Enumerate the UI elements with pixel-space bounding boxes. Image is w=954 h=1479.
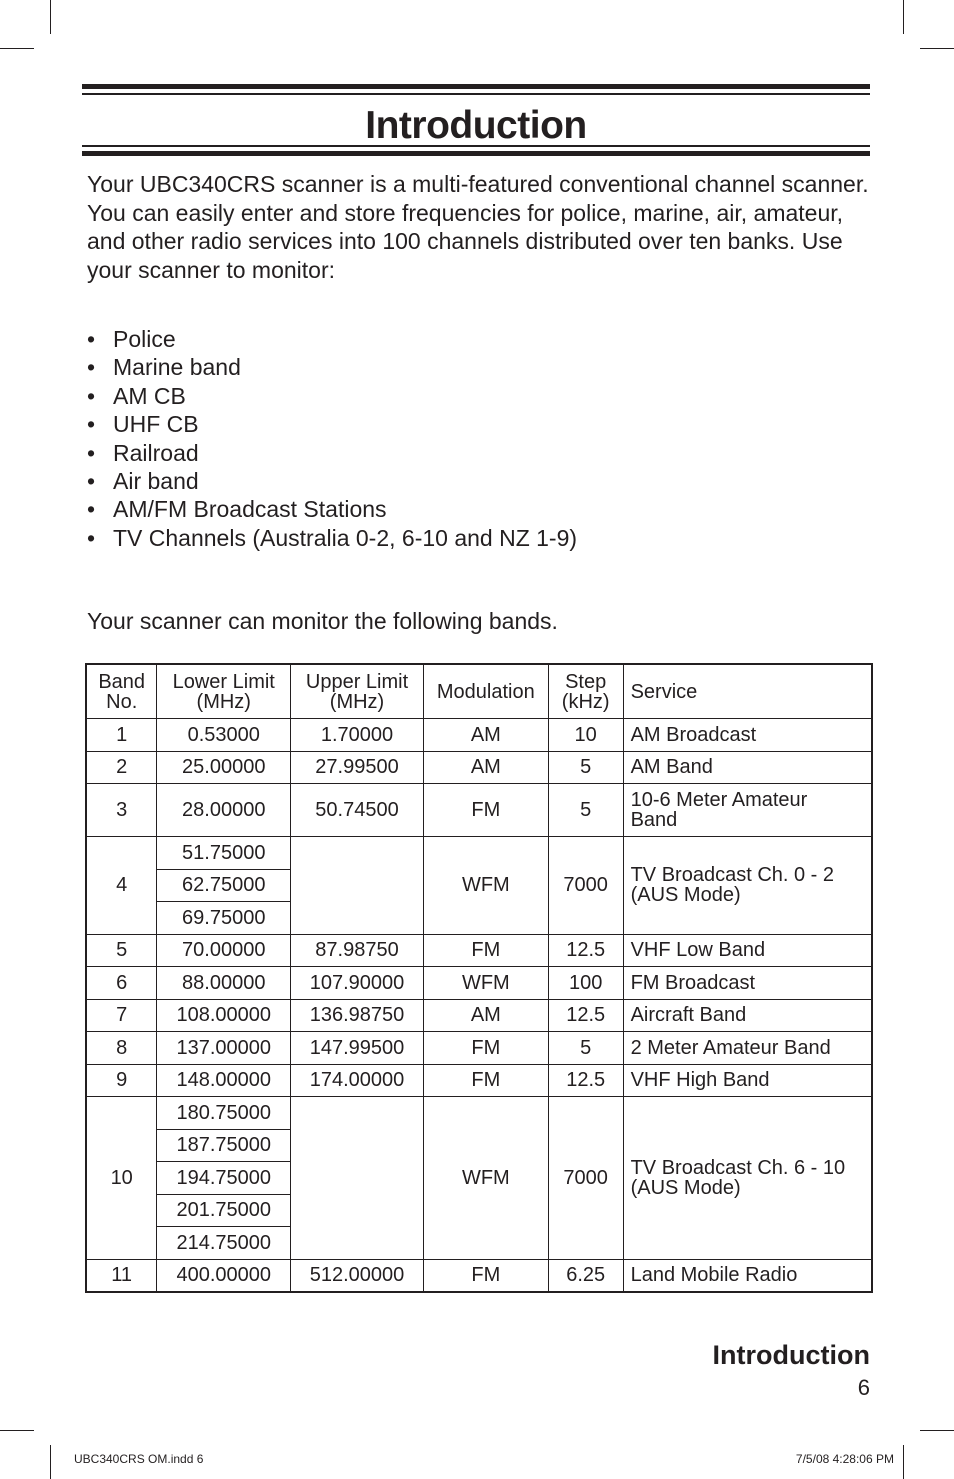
cell-upper: 512.00000 [291,1259,424,1292]
list-item [87,524,577,552]
cell-step: 5 [548,751,623,784]
list-item-label: Railroad [113,439,199,466]
list-item-label: Air band [113,468,199,495]
crop-mark [0,1430,34,1431]
crop-mark [920,1430,954,1431]
cell-step: 12.5 [548,934,623,967]
cell-lower: 400.00000 [157,1259,291,1292]
crop-mark [0,48,34,49]
cell-modulation: AM [423,751,548,784]
cell-band: 9 [86,1064,157,1097]
list-item [87,325,577,353]
bands-lead-text: Your scanner can monitor the following bands. [87,608,558,634]
cell-modulation: WFM [423,837,548,935]
cell-modulation: FM [423,1064,548,1097]
header-lower-limit: Lower Limit (MHz) [157,664,291,719]
cell-upper: 87.98750 [291,934,424,967]
cell-lower: 51.75000 [157,837,291,870]
list-item-label: Marine band [113,354,241,381]
bullet-icon: • [87,524,96,551]
cell-service: AM Broadcast [623,719,872,752]
cell-modulation: FM [423,1032,548,1065]
cell-band: 8 [86,1032,157,1065]
cell-service: TV Broadcast Ch. 0 - 2 (AUS Mode) [623,837,872,935]
cell-lower: 180.75000 [157,1097,291,1130]
table-row [86,934,872,967]
bullet-icon: • [87,354,96,381]
crop-mark [903,1445,904,1479]
list-item [87,439,577,467]
cell-modulation: AM [423,719,548,752]
cell-lower: 214.75000 [157,1227,291,1260]
cell-step: 10 [548,719,623,752]
cell-lower: 25.00000 [157,751,291,784]
cell-modulation: WFM [423,1097,548,1260]
cell-band: 6 [86,967,157,1000]
cell-lower: 108.00000 [157,999,291,1032]
cell-service: 10-6 Meter Amateur Band [623,784,872,837]
print-slug-timestamp: 7/5/08 4:28:06 PM [795,1452,894,1466]
page-number: 6 [857,1375,870,1400]
cell-band: 5 [86,934,157,967]
crop-mark [920,48,954,49]
cell-upper: 50.74500 [291,784,424,837]
cell-modulation: AM [423,999,548,1032]
cell-service: 2 Meter Amateur Band [623,1032,872,1065]
table-row [86,1097,872,1130]
table-row [86,1032,872,1065]
list-item-label: Police [113,326,176,352]
cell-lower: 69.75000 [157,902,291,935]
cell-service: FM Broadcast [623,967,872,1000]
title-rule-top [82,84,870,89]
list-item-label: AM/FM Broadcast Stations [113,496,387,523]
table-row [86,719,872,752]
cell-step: 12.5 [548,1064,623,1097]
cell-step: 5 [548,784,623,837]
intro-paragraph: Your UBC340CRS scanner is a multi-featured conventional channel scanner. You can easily enter and store frequencies for police, marine, air, amateur, and other radio services into 100 channels distributed over ten banks. Use your scanner to monitor: [87,171,869,283]
list-item-label: UHF CB [113,411,199,438]
bullet-icon: • [87,411,96,438]
cell-step: 12.5 [548,999,623,1032]
cell-service: VHF High Band [623,1064,872,1097]
cell-lower: 0.53000 [157,719,291,752]
page-title: Introduction [365,104,587,147]
table-header-row [86,664,872,719]
crop-mark [50,0,51,34]
cell-upper [291,837,424,935]
list-item-label: AM CB [113,382,186,409]
cell-step: 5 [548,1032,623,1065]
cell-lower: 70.00000 [157,934,291,967]
cell-service: Land Mobile Radio [623,1259,872,1292]
cell-modulation: WFM [423,967,548,1000]
cell-lower: 201.75000 [157,1194,291,1227]
bands-table [85,663,873,1293]
header-step: Step (kHz) [548,664,623,719]
cell-lower: 62.75000 [157,869,291,902]
cell-lower: 194.75000 [157,1162,291,1195]
cell-upper: 1.70000 [291,719,424,752]
cell-upper: 136.98750 [291,999,424,1032]
cell-band: 3 [86,784,157,837]
list-item [87,467,577,495]
cell-upper: 147.99500 [291,1032,424,1065]
cell-upper: 27.99500 [291,751,424,784]
cell-band: 7 [86,999,157,1032]
header-service: Service [623,664,872,719]
list-item [87,410,577,438]
table-row [86,999,872,1032]
cell-modulation: FM [423,934,548,967]
cell-service: Aircraft Band [623,999,872,1032]
print-slug-file: UBC340CRS OM.indd 6 [74,1452,204,1466]
cell-step: 100 [548,967,623,1000]
cell-band: 11 [86,1259,157,1292]
list-item [87,353,577,381]
footer-section-title: Introduction [712,1340,870,1370]
title-rule-top-thin [82,93,870,95]
list-item-label: TV Channels (Australia 0-2, 6-10 and NZ 1-9) [113,524,578,551]
bullet-icon: • [87,496,96,523]
cell-modulation: FM [423,1259,548,1292]
cell-upper: 107.90000 [291,967,424,1000]
list-item [87,382,577,410]
table-row [86,967,872,1000]
cell-service: AM Band [623,751,872,784]
table-row [86,1064,872,1097]
service-list [87,325,577,552]
cell-step: 6.25 [548,1259,623,1292]
cell-band: 2 [86,751,157,784]
cell-service: TV Broadcast Ch. 6 - 10 (AUS Mode) [623,1097,872,1260]
bullet-icon: • [87,382,96,409]
table-row [86,1259,872,1292]
cell-service: VHF Low Band [623,934,872,967]
crop-mark [50,1445,51,1479]
table-row [86,751,872,784]
cell-lower: 187.75000 [157,1129,291,1162]
cell-band: 4 [86,837,157,935]
cell-band: 1 [86,719,157,752]
cell-upper: 174.00000 [291,1064,424,1097]
cell-modulation: FM [423,784,548,837]
list-item [87,495,577,523]
table-row [86,784,872,837]
header-upper-limit: Upper Limit (MHz) [291,664,424,719]
cell-lower: 137.00000 [157,1032,291,1065]
cell-lower: 28.00000 [157,784,291,837]
bullet-icon: • [87,439,96,466]
crop-mark [903,0,904,34]
cell-band: 10 [86,1097,157,1260]
bullet-icon: • [87,326,96,352]
cell-lower: 88.00000 [157,967,291,1000]
cell-step: 7000 [548,837,623,935]
cell-lower: 148.00000 [157,1064,291,1097]
header-band-no: Band No. [86,664,157,719]
header-modulation: Modulation [423,664,548,719]
cell-step: 7000 [548,1097,623,1260]
title-rule-bottom [82,151,870,156]
table-row [86,837,872,870]
cell-upper [291,1097,424,1260]
bullet-icon: • [87,468,96,495]
